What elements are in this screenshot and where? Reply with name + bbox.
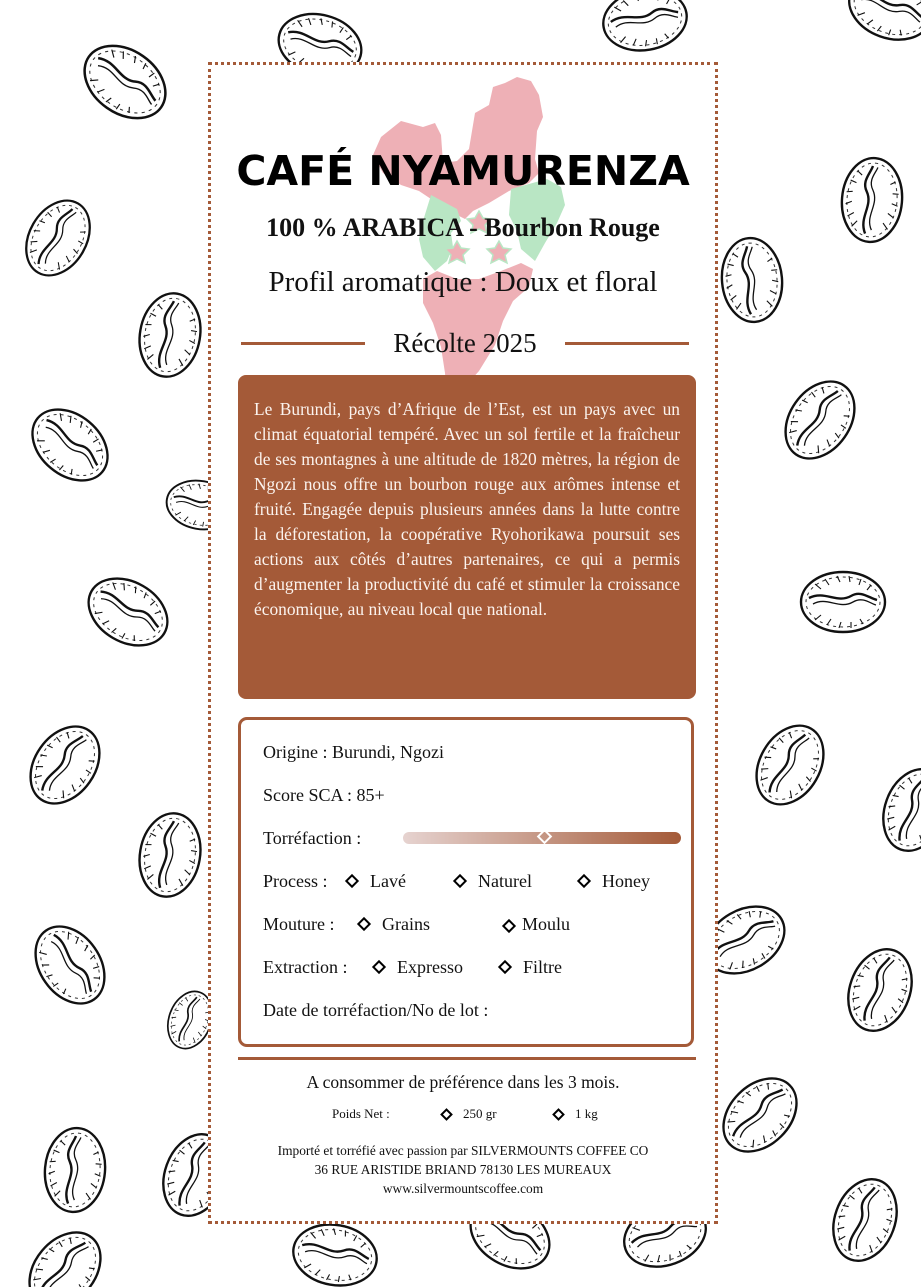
aroma-profile: Profil aromatique : Doux et floral (268, 266, 658, 298)
coffee-bean-icon (837, 940, 921, 1039)
process-label: Process : (263, 870, 328, 891)
coffee-bean-icon (598, 0, 691, 57)
coffee-bean-icon (709, 1064, 811, 1166)
description-text: Le Burundi, pays d’Afrique de l’Est, est un pays avec un climat équatorial tempéré. Avec un sol fertile et la fraîcheur de ses montagnes à une altitude de 1820 mètres, la région de Ngozi nous offre un bourbon rouge aux arômes intense et fruité. Engagée depuis plusieurs années dans la lutte contre la déforestation, la coopérative Ryohorikawa poursuit ses actions aux côtés d’autres partenaires, ce qui a permis d’augmenter la productivité du café et stimuler la croissance économique, au niveau local que national. (254, 399, 680, 619)
website-link[interactable]: www.silvermountscoffee.com (382, 1181, 544, 1196)
roast-level-slider[interactable] (403, 832, 681, 844)
diamond-checkbox-icon[interactable] (498, 960, 512, 974)
diamond-checkbox-icon[interactable] (345, 874, 359, 888)
best-before-note: A consommer de préférence dans les 3 mois. (306, 1072, 620, 1092)
diamond-checkbox-icon[interactable] (357, 917, 371, 931)
diamond-checkbox-icon[interactable] (552, 1108, 565, 1121)
coffee-bean-icon (801, 572, 885, 632)
net-weight-row (211, 1106, 715, 1124)
grind-label: Mouture : (263, 913, 335, 934)
process-option-naturel[interactable]: Naturel (455, 871, 532, 892)
coffee-bean-icon (718, 236, 785, 325)
sca-score: Score SCA : 85+ (263, 784, 385, 805)
importer-line: Importé et torréfié avec passion par SILVERMOUNTS COFFEE CO (277, 1143, 649, 1158)
diamond-checkbox-icon[interactable] (440, 1108, 453, 1121)
process-option-lave[interactable]: Lavé (347, 871, 406, 892)
product-title: CAFÉ NYAMURENZA (236, 147, 690, 195)
description-box (238, 375, 696, 699)
weight-option-250gr[interactable]: 250 gr (442, 1106, 497, 1122)
grind-row (263, 912, 683, 936)
footer-divider (238, 1057, 696, 1060)
divider-left (241, 342, 365, 345)
coffee-bean-icon (133, 808, 207, 901)
coffee-bean-icon (743, 714, 837, 817)
coffee-bean-icon (822, 1170, 907, 1269)
origin: Origine : Burundi, Ngozi (263, 741, 444, 762)
process-option-honey[interactable]: Honey (579, 871, 650, 892)
coffee-bean-icon (21, 913, 118, 1016)
harvest-row (241, 323, 689, 363)
coffee-bean-icon (16, 713, 113, 816)
coffee-bean-icon (133, 288, 207, 381)
extraction-option-expresso[interactable]: Expresso (374, 957, 463, 978)
divider-right (565, 342, 689, 345)
coffee-bean-icon (872, 760, 921, 859)
importer-info (211, 1141, 715, 1198)
grind-option-moulu[interactable]: Moulu (504, 914, 570, 935)
product-label (208, 62, 718, 1224)
extraction-option-filtre[interactable]: Filtre (500, 957, 562, 978)
details-box (238, 717, 694, 1047)
coffee-bean-icon (19, 395, 122, 495)
diamond-checkbox-icon[interactable] (577, 874, 591, 888)
coffee-bean-icon (840, 0, 921, 51)
weight-option-1kg[interactable]: 1 kg (554, 1106, 598, 1122)
diamond-checkbox-icon[interactable] (502, 919, 516, 933)
coffee-bean-icon (838, 156, 905, 245)
roast-date-lot: Date de torréfaction/No de lot : (263, 999, 489, 1020)
coffee-bean-icon (77, 565, 180, 659)
roast-label: Torréfaction : (263, 827, 362, 848)
coffee-bean-icon (288, 1218, 381, 1287)
net-weight-label: Poids Net : (332, 1106, 390, 1121)
diamond-checkbox-icon[interactable] (372, 960, 386, 974)
extraction-label: Extraction : (263, 956, 348, 977)
coffee-bean-icon (771, 368, 868, 471)
coffee-bean-icon (71, 31, 179, 133)
process-row (263, 869, 683, 893)
diamond-checkbox-icon[interactable] (453, 874, 467, 888)
slider-knob-icon[interactable] (537, 829, 553, 845)
grind-option-grains[interactable]: Grains (359, 914, 430, 935)
product-subtitle: 100 % ARABICA - Bourbon Rouge (266, 213, 660, 242)
harvest-year: Récolte 2025 (393, 327, 537, 358)
coffee-bean-icon (15, 1219, 115, 1287)
address-line: 36 RUE ARISTIDE BRIAND 78130 LES MUREAUX (314, 1162, 612, 1177)
coffee-bean-icon (41, 1126, 108, 1215)
coffee-bean-icon (13, 189, 102, 287)
extraction-row (263, 955, 683, 979)
